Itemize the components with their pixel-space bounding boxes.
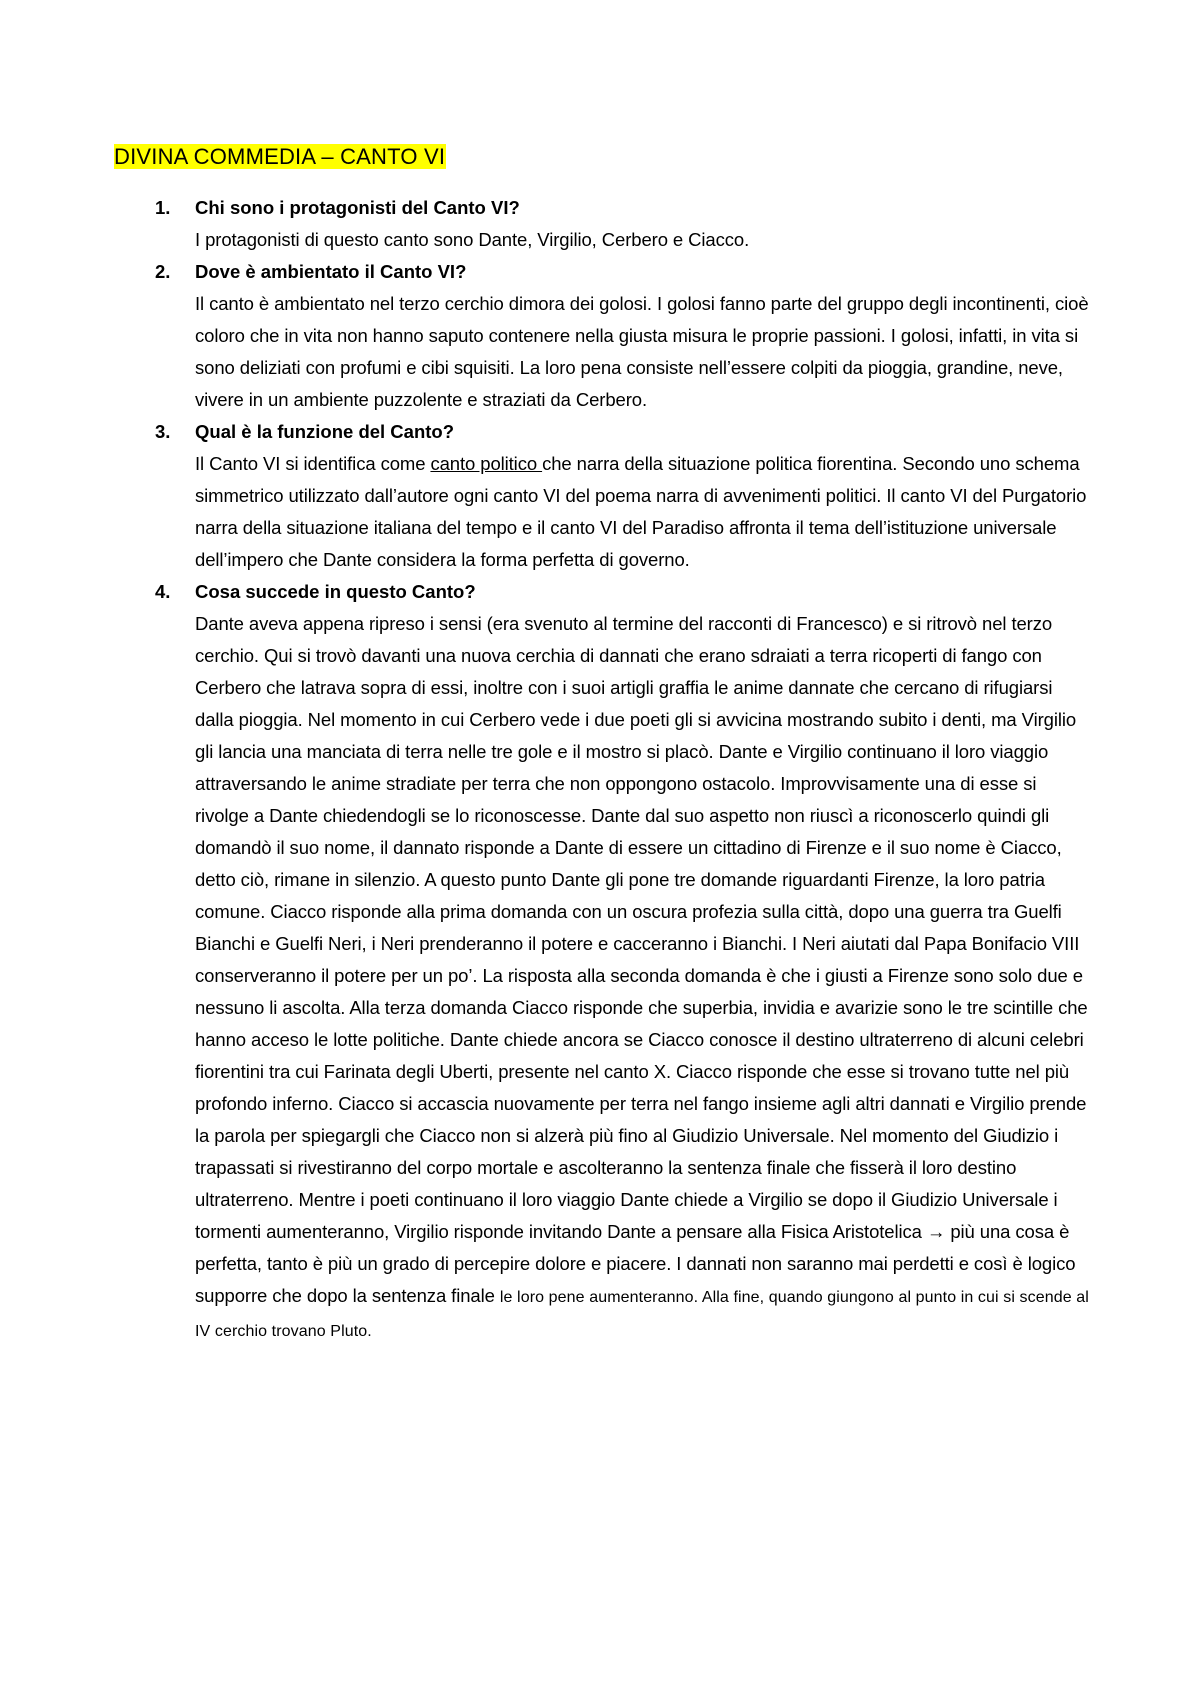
question-number: 3. [155, 421, 171, 442]
question-heading: Cosa succede in questo Canto? [195, 581, 476, 602]
question-number: 2. [155, 261, 171, 282]
answer-text-main: Dante aveva appena ripreso i sensi (era svenuto al termine del racconti di Francesco) e si ritrovò nel terzo cerchio. Qui si trovò davanti una nuova cerchia di dannati che erano sdraiati a terra ricoperti di fango con Cerbero che latrava sopra di essi, inoltre con i suoi artigli graffia le anime dannate che cercano di rifugiarsi dalla pioggia. Nel momento in cui Cerbero vede i due poeti gli si avvicina mostrando subito i denti, ma Virgilio gli lancia una manciata di terra nelle tre gole e il mostro si placò. Dante e Virgilio continuano il loro viaggio attraversando le anime stradiate per terra che non oppongono ostacolo. Improvvisamente una di esse si rivolge a Dante chiedendogli se lo riconoscesse. Dante dal suo aspetto non riuscì a riconoscerlo quindi gli domandò il suo nome, il dannato risponde a Dante di essere un cittadino di Firenze e il suo nome è Ciacco, detto ciò, rimane in silenzio. A questo punto Dante gli pone tre domande riguardanti Firenze, la loro patria comune. Ciacco risponde alla prima domanda con un oscura profezia sulla città, dopo una guerra tra Guelfi Bianchi e Guelfi Neri, i Neri prenderanno il potere e cacceranno i Bianchi. I Neri aiutati dal Papa Bonifacio VIII conserveranno il potere per un po’. La risposta alla seconda domanda è che i giusti a Firenze sono solo due e nessuno li ascolta. Alla terza domanda Ciacco risponde che superbia, invidia e avarizie sono le tre scintille che hanno acceso le lotte politiche. Dante chiede ancora se Ciacco conosce il destino ultraterreno di alcuni celebri fiorentini tra cui Farinata degli Uberti, presente nel canto X. Ciacco risponde che esse si trovano tutte nel più profondo inferno. Ciacco si accascia nuovamente per terra nel fango insieme agli altri dannati e Virgilio prende la parola per spiegargli che Ciacco non si alzerà più fino al Giudizio Universale. Nel momento del Giudizio i trapassati si rivestiranno del corpo mortale e ascolteranno la sentenza finale che fisserà il loro destino ultraterreno. Mentre i poeti continuano il loro viaggio Dante chiede a Virgilio se dopo il Giudizio Universale i tormenti aumenteranno, Virgilio risponde invitando Dante a pensare alla Fisica Aristotelica → più una cosa è perfetta, tanto è più un grado di percepire dolore e piacere. I dannati non saranno mai perdetti e così è logico supporre che dopo la sentenza finale [195, 613, 1088, 1306]
answer-text-before: Il Canto VI si identifica come [195, 453, 431, 474]
question-heading: Dove è ambientato il Canto VI? [195, 261, 467, 282]
question-number: 1. [155, 197, 171, 218]
question-number: 4. [155, 581, 171, 602]
title-highlight: DIVINA COMMEDIA – CANTO VI [114, 144, 446, 169]
question-item-4 [155, 576, 1095, 1348]
question-list [155, 192, 1095, 1348]
underlined-term: canto politico [430, 453, 543, 474]
answer-text-small: le loro pene aumenteranno. Alla fine, quando giungono al punto in cui si scende al IV cerchio trovano Pluto. [195, 1289, 1089, 1340]
answer-paragraph [195, 448, 1095, 576]
question-heading: Chi sono i protagonisti del Canto VI? [195, 197, 520, 218]
question-item-3 [155, 416, 1095, 576]
answer-text-after: che narra della situazione politica fiorentina. Secondo uno schema simmetrico utilizzato dall’autore ogni canto VI del poema narra di avvenimenti politici. Il canto VI del Purgatorio narra della situazione italiana del tempo e il canto VI del Paradiso affronta il tema dell’istituzione universale dell’impero che Dante considera la forma perfetta di governo. [195, 453, 1087, 570]
question-heading: Qual è la funzione del Canto? [195, 421, 455, 442]
answer-paragraph: Il canto è ambientato nel terzo cerchio dimora dei golosi. I golosi fanno parte del gruppo degli incontinenti, cioè coloro che in vita non hanno saputo contenere nella giusta misura le proprie passioni. I golosi, infatti, in vita si sono deliziati con profumi e cibi squisiti. La loro pena consiste nell’essere colpiti da pioggia, grandine, neve, vivere in un ambiente puzzolente e straziati da Cerbero. [195, 293, 1089, 410]
answer-paragraph: I protagonisti di questo canto sono Dante, Virgilio, Cerbero e Ciacco. [195, 229, 750, 250]
document-title [114, 143, 446, 171]
answer-paragraph [195, 608, 1095, 1348]
question-item-1 [155, 192, 1095, 256]
question-item-2 [155, 256, 1095, 416]
